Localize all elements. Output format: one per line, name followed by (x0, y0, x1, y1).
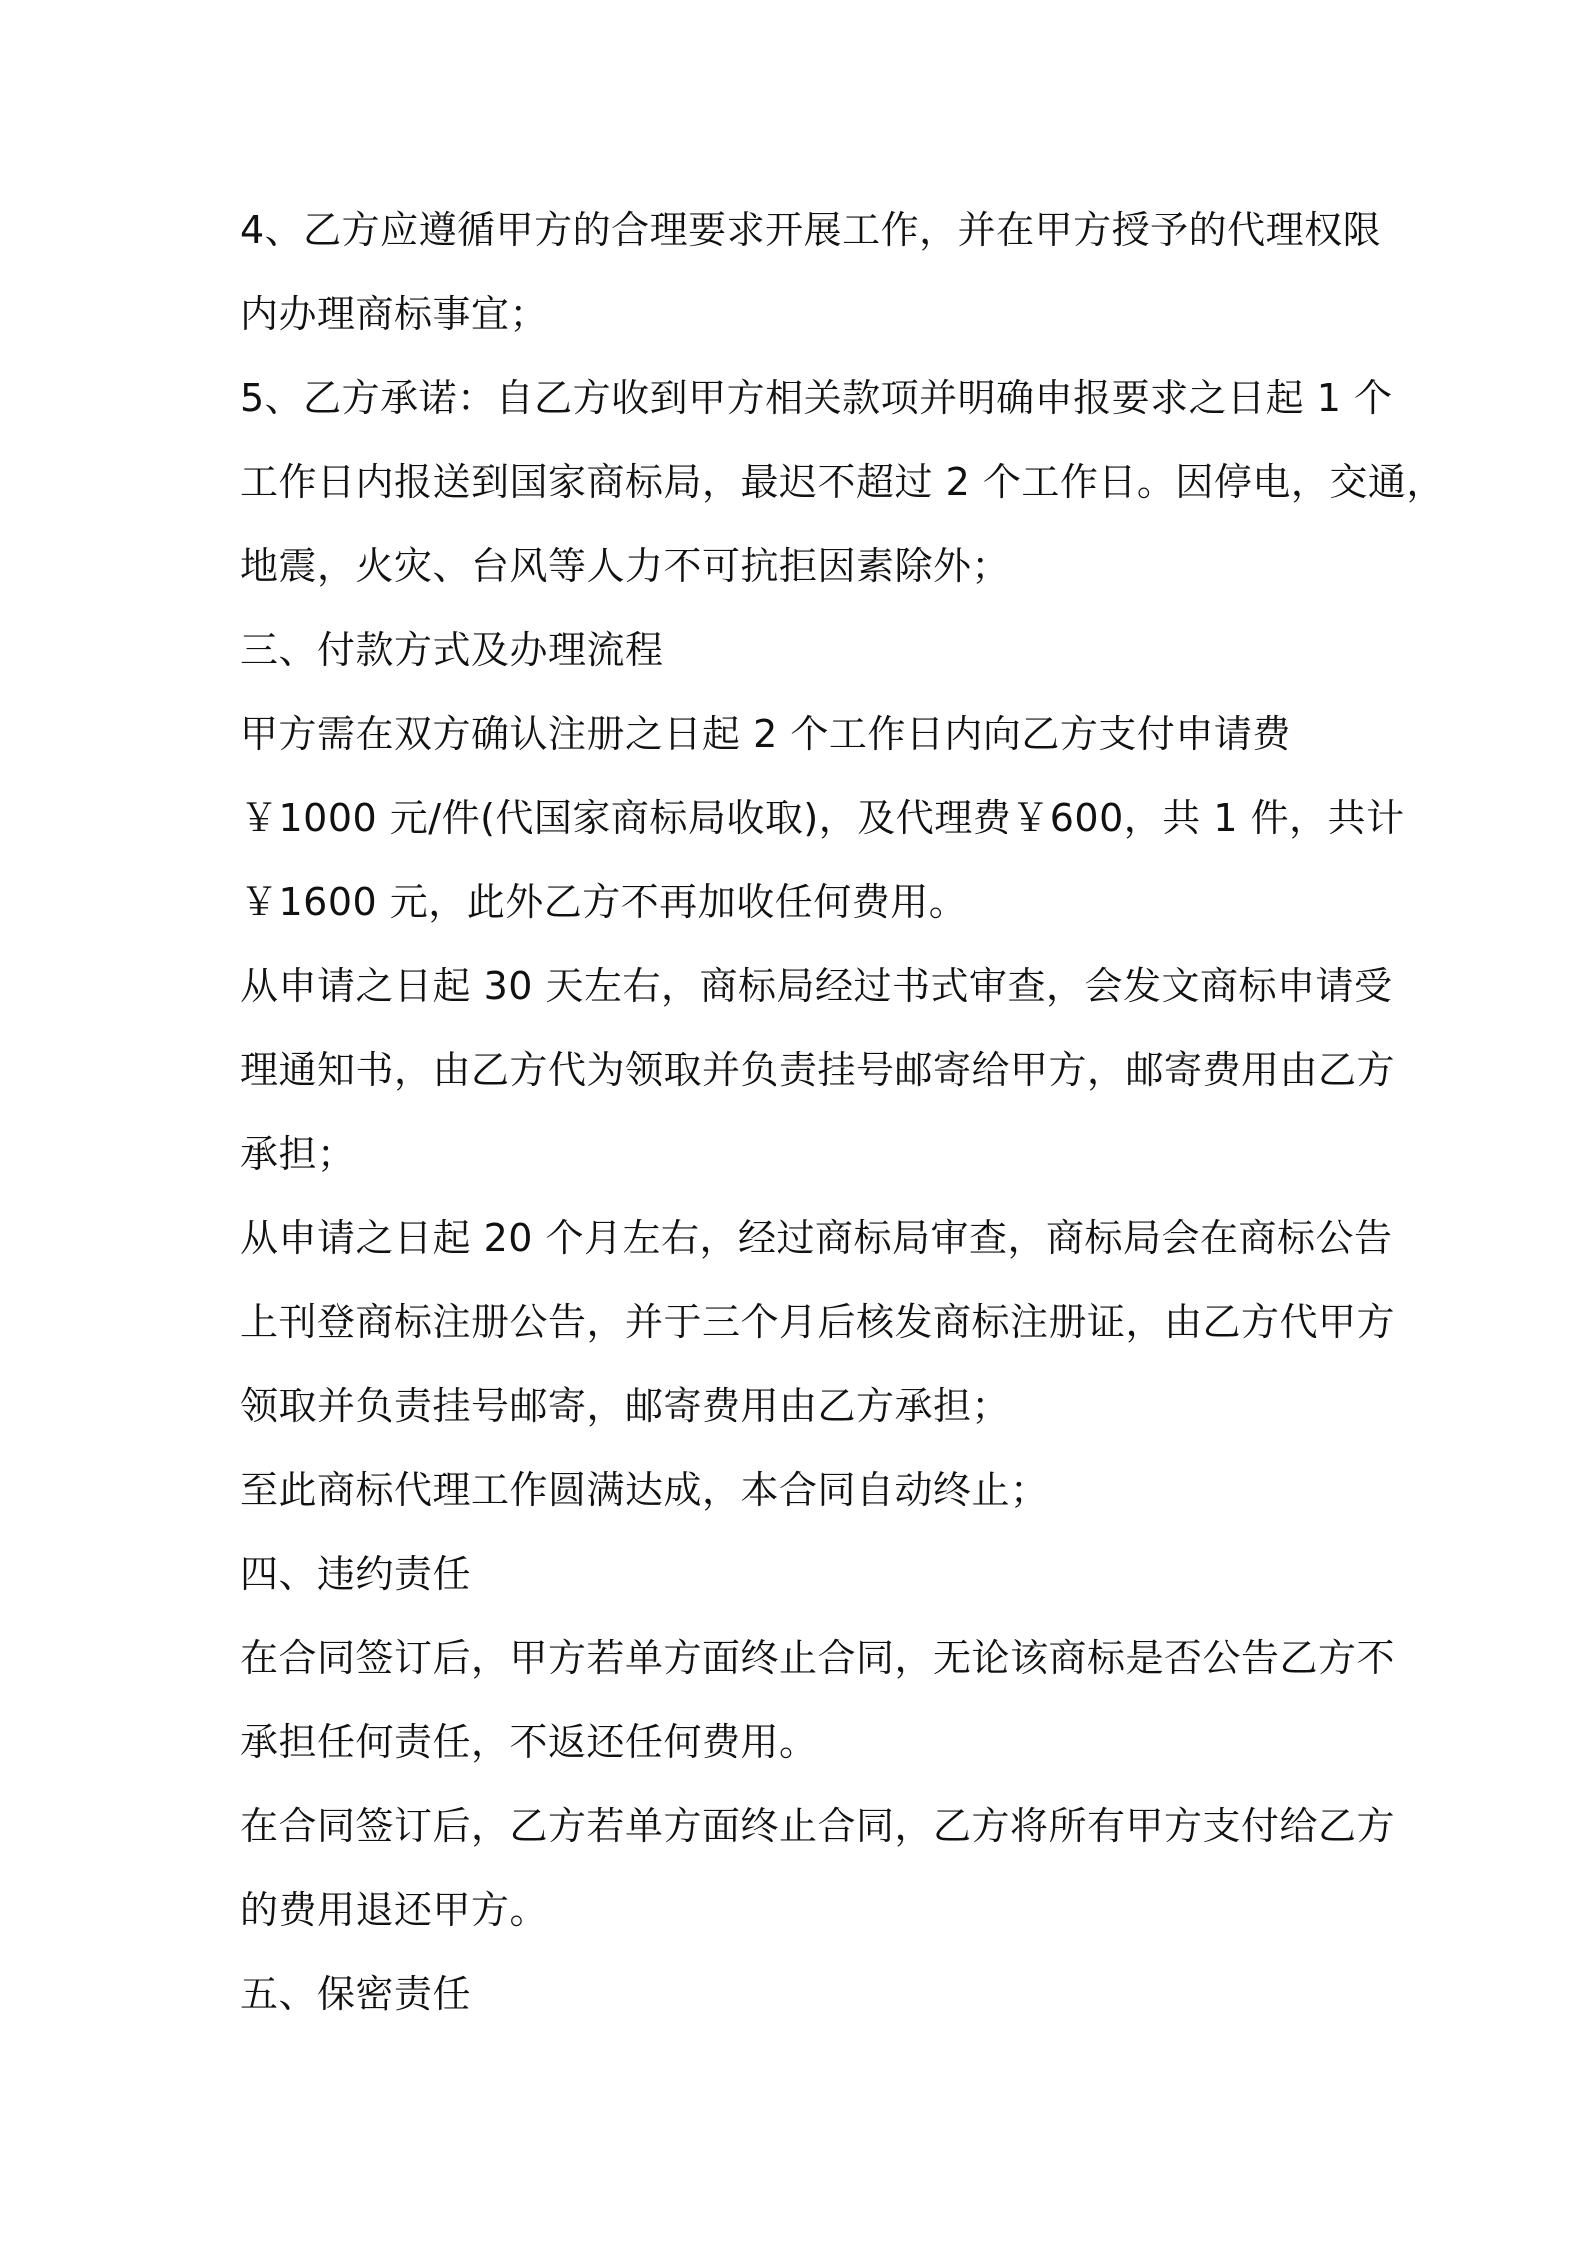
process-step-1-line-3: 承担； (240, 1132, 356, 1176)
clause-5-line-2: 工作日内报送到国家商标局，最迟不超过 2 个工作日。因停电，交通， (240, 460, 1445, 504)
process-completion: 至此商标代理工作圆满达成，本合同自动终止； (240, 1468, 1049, 1512)
clause-5-line-1: 5、乙方承诺：自乙方收到甲方相关款项并明确申报要求之日起 1 个 (240, 376, 1393, 420)
process-step-2-line-1: 从申请之日起 20 个月左右，经过商标局审查，商标局会在商标公告 (240, 1216, 1393, 1260)
process-step-1-line-2: 理通知书，由乙方代为领取并负责挂号邮寄给甲方，邮寄费用由乙方 (240, 1048, 1396, 1092)
section-heading-payment: 三、付款方式及办理流程 (240, 628, 664, 672)
process-step-2-line-2: 上刊登商标注册公告，并于三个月后核发商标注册证，由乙方代甲方 (240, 1300, 1396, 1344)
payment-line-2: ￥1000 元/件(代国家商标局收取)，及代理费￥600，共 1 件，共计 (240, 796, 1405, 840)
process-step-2-line-3: 领取并负责挂号邮寄，邮寄费用由乙方承担； (240, 1384, 1011, 1428)
breach-party-a-line-1: 在合同签订后，甲方若单方面终止合同，无论该商标是否公告乙方不 (240, 1636, 1396, 1680)
breach-party-b-line-1: 在合同签订后，乙方若单方面终止合同，乙方将所有甲方支付给乙方 (240, 1804, 1396, 1848)
breach-party-a-line-2: 承担任何责任，不返还任何费用。 (240, 1720, 818, 1764)
process-step-1-line-1: 从申请之日起 30 天左右，商标局经过书式审查，会发文商标申请受 (240, 964, 1393, 1008)
section-heading-confidentiality: 五、保密责任 (240, 1972, 472, 2016)
clause-5-line-3: 地震，火灾、台风等人力不可抗拒因素除外； (240, 544, 1011, 588)
payment-line-1: 甲方需在双方确认注册之日起 2 个工作日内向乙方支付申请费 (240, 712, 1291, 756)
clause-4-line-2: 内办理商标事宜； (240, 292, 549, 336)
breach-party-b-line-2: 的费用退还甲方。 (240, 1888, 549, 1932)
section-heading-breach: 四、违约责任 (240, 1552, 472, 1596)
clause-4-line-1: 4、乙方应遵循甲方的合理要求开展工作，并在甲方授予的代理权限 (240, 208, 1382, 252)
payment-line-3: ￥1600 元，此外乙方不再加收任何费用。 (240, 880, 968, 924)
